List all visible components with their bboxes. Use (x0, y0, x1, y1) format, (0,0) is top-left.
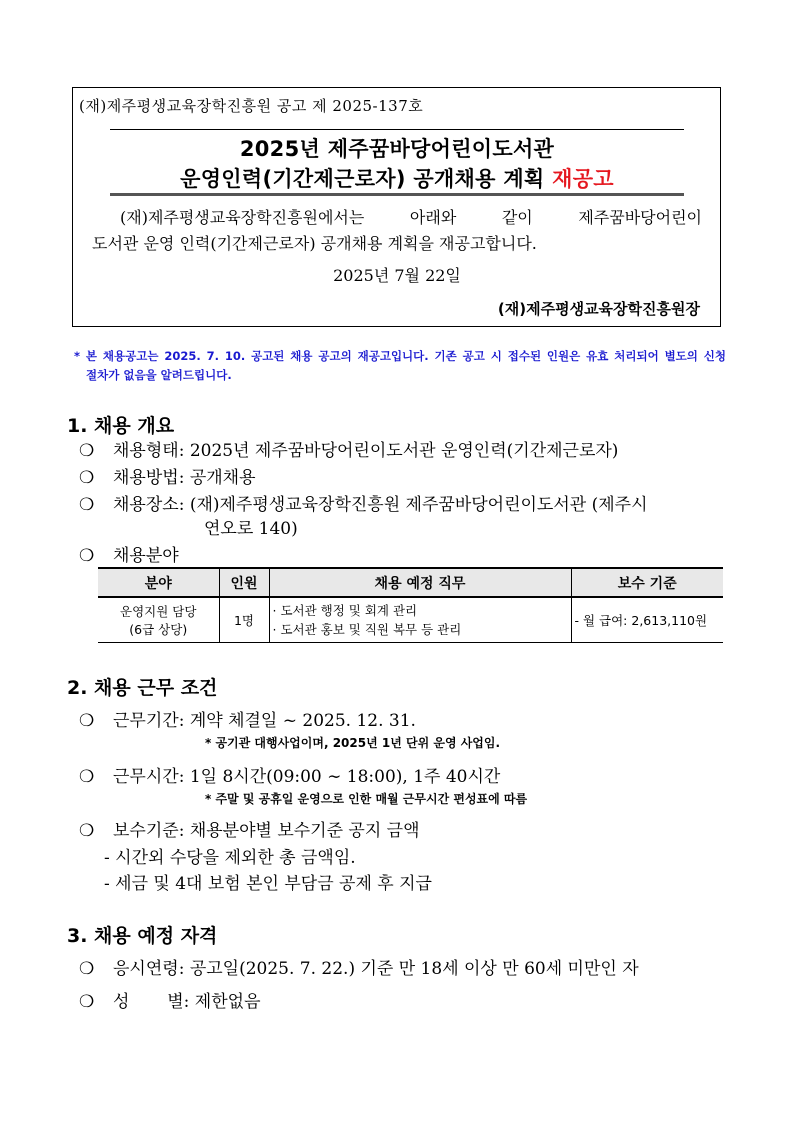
table-header-row (98, 568, 723, 597)
duty-2: · 도서관 홍보 및 직원 복무 등 관리 (272, 622, 462, 637)
announcement-date: 2025년 7월 22일 (333, 266, 461, 285)
title-line-2 (110, 163, 684, 193)
item-applicant-age-text: 응시연령: 공고일(2025. 7. 22.) 기준 만 18세 이상 만 60세 미만인 자 (113, 959, 639, 979)
header-field: 분야 (98, 568, 219, 597)
item-work-hours (79, 762, 500, 787)
field-line-2: (6급 상당) (129, 622, 188, 637)
item-recruit-place-cont: 연오로 140) (204, 519, 298, 539)
circle-bullet-icon: ❍ (79, 992, 95, 1012)
circle-bullet-icon: ❍ (79, 767, 95, 787)
recruitment-table (98, 567, 723, 643)
item-recruit-method (79, 463, 256, 488)
item-recruit-field (79, 541, 179, 566)
circle-bullet-icon: ❍ (79, 441, 95, 461)
cell-field (98, 597, 219, 643)
duty-1: · 도서관 행정 및 회계 관리 (272, 603, 418, 618)
item-work-period (79, 706, 416, 731)
item-recruit-place (79, 490, 648, 515)
section-1-heading: 1. 채용 개요 (67, 415, 175, 437)
cell-pay: - 월 급여: 2,613,110원 (571, 597, 723, 643)
pay-sub-2: - 세금 및 4대 보험 본인 부담금 공제 후 지급 (104, 874, 432, 894)
circle-bullet-icon: ❍ (79, 495, 95, 515)
title-reannouncement: 재공고 (552, 167, 614, 191)
item-pay-standard (79, 816, 420, 841)
item-recruit-method-text: 채용방법: 공개채용 (113, 468, 256, 488)
reannouncement-warning (74, 347, 726, 385)
notice-number: (재)제주평생교육장학진흥원 공고 제 2025-137호 (79, 97, 424, 115)
title-line-1: 2025년 제주꿈바당어린이도서관 (239, 137, 555, 161)
header-count: 인원 (219, 568, 269, 597)
item-gender-text: 성 별: 제한없음 (113, 992, 261, 1012)
circle-bullet-icon: ❍ (79, 468, 95, 488)
item-employment-type-text: 채용형태: 2025년 제주꿈바당어린이도서관 운영인력(기간제근로자) (113, 441, 619, 461)
circle-bullet-icon: ❍ (79, 821, 95, 841)
warning-line-2: 절차가 없음을 알려드립니다. (86, 368, 232, 382)
section-2-heading: 2. 채용 근무 조건 (67, 677, 218, 699)
cell-duties (269, 597, 571, 643)
circle-bullet-icon: ❍ (79, 711, 95, 731)
field-line-1: 운영지원 담당 (120, 604, 197, 619)
circle-bullet-icon: ❍ (79, 959, 95, 979)
work-hours-note: * 주말 및 공휴일 운영으로 인한 매월 근무시간 편성표에 따름 (205, 792, 528, 806)
header-duties: 채용 예정 직무 (269, 568, 571, 597)
item-employment-type (79, 436, 618, 461)
item-work-hours-text: 근무시간: 1일 8시간(09:00 ∼ 18:00), 1주 40시간 (113, 767, 501, 787)
title-rule-top (110, 129, 684, 130)
warning-line-1: * 본 채용공고는 2025. 7. 10. 공고된 채용 공고의 재공고입니다. 기존 공고 시 접수된 인원은 유효 처리되어 별도의 신청 (74, 349, 726, 363)
circle-bullet-icon: ❍ (79, 546, 95, 566)
item-pay-standard-text: 보수기준: 채용분야별 보수기준 공지 금액 (113, 821, 420, 841)
title-rule-bottom (110, 193, 684, 196)
item-recruit-place-text: 채용장소: (재)제주평생교육장학진흥원 제주꿈바당어린이도서관 (제주시 (113, 495, 648, 515)
table-row (98, 597, 723, 643)
work-period-note: * 공기관 대행사업이며, 2025년 1년 단위 운영 사업임. (205, 736, 501, 750)
pay-sub-1: - 시간외 수당을 제외한 총 금액임. (104, 848, 356, 868)
item-recruit-field-text: 채용분야 (113, 546, 179, 566)
cell-count: 1명 (219, 597, 269, 643)
section-3-heading: 3. 채용 예정 자격 (67, 925, 218, 947)
item-work-period-text: 근무기간: 계약 체결일 ~ 2025. 12. 31. (113, 711, 416, 731)
title-line-2-main: 운영인력(기간제근로자) 공개채용 계획 (180, 167, 553, 191)
intro-line-1: (재)제주평생교육장학진흥원에서는 아래와 같이 제주꿈바당어린이 (120, 208, 702, 227)
header-pay: 보수 기준 (571, 568, 723, 597)
signer: (재)제주평생교육장학진흥원장 (497, 300, 700, 318)
intro-line-2: 도서관 운영 인력(기간제근로자) 공개채용 계획을 재공고합니다. (92, 234, 537, 253)
item-gender (79, 987, 261, 1012)
item-applicant-age (79, 954, 639, 979)
